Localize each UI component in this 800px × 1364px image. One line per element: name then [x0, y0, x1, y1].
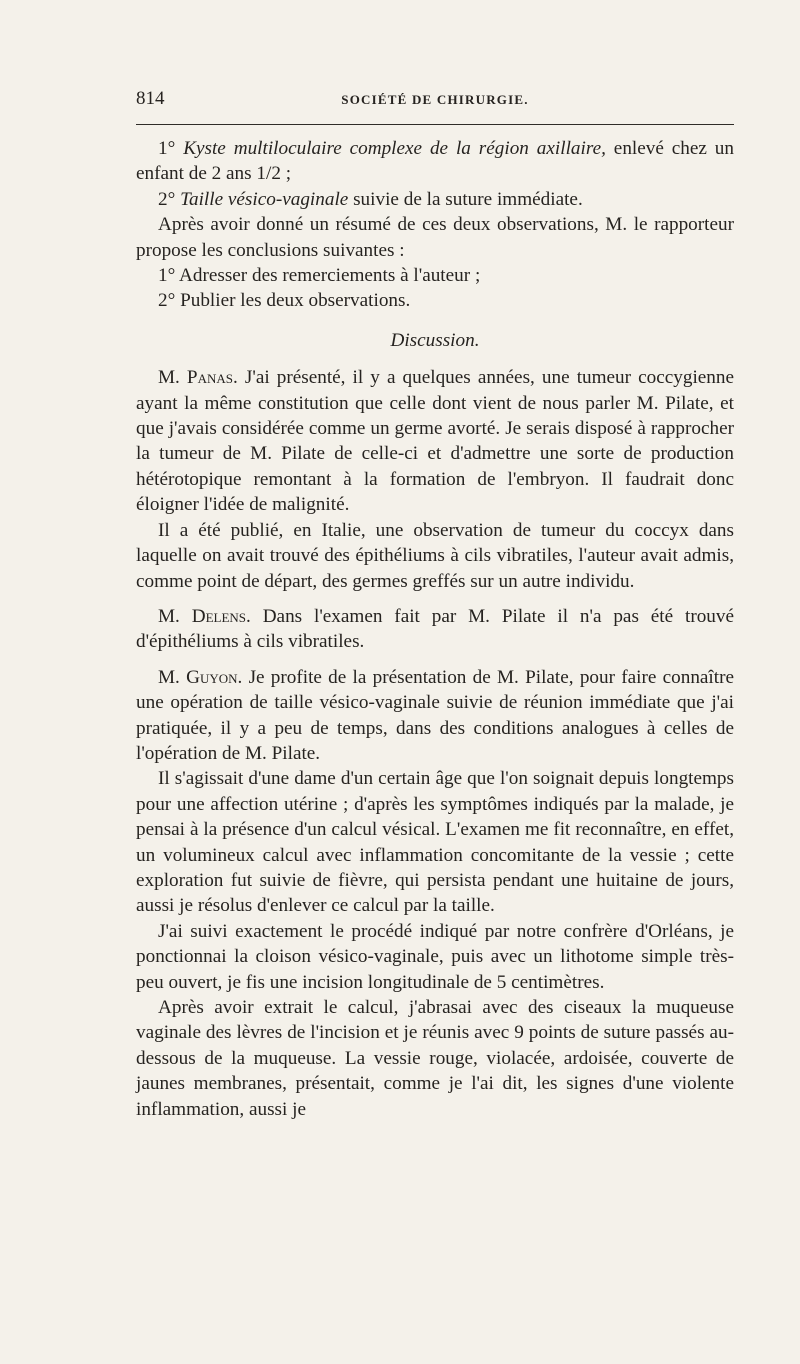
guyon-paragraph-4: Après avoir extrait le calcul, j'abrasai avec des ciseaux la muqueuse vaginale des lèvres de l'incision et je réunis avec 9 points de suture passés au-dessous de la muqueuse. La vessie rouge, violacée, ardoisée, couverte de jaunes membranes, présentait, comme je l'ai dit, les signes d'une violente inflammation, aussi je — [136, 997, 734, 1120]
page-header — [136, 88, 734, 112]
header-rule — [136, 124, 734, 125]
observation-detail: enlevé chez un enfant de 2 ans 1/2 ; — [136, 138, 734, 185]
delens-paragraph — [136, 604, 734, 655]
discussion-heading: Discussion. — [390, 329, 480, 351]
speaker-name: M. Panas. — [158, 367, 238, 389]
conclusion-item: 2° Publier les deux observations. — [158, 290, 411, 312]
list-item-taille — [136, 187, 734, 212]
list-number: 2° — [158, 188, 176, 210]
speech-text: Je profite de la présentation de M. Pilate, pour faire connaître une opération de taille vésico-vaginale suivie de réunion immédiate que j'ai pratiquée, il y a peu de temps, dans des conditions analogues à celles de l'opération de M. Pilate. — [136, 666, 734, 764]
observation-title: Kyste multiloculaire complexe de la région axillaire, — [183, 138, 606, 159]
speech-text: Dans l'examen fait par M. Pilate il n'a pas été trouvé d'épithéliums à cils vibratiles. — [136, 605, 735, 653]
observation-detail: suivie de la suture immédiate. — [353, 188, 583, 210]
list-item-cyst — [136, 136, 734, 187]
speech-text: J'ai présenté, il y a quelques années, une tumeur coccygienne ayant la même constitution que celle dont vient de nous parler M. Pilate, et que j'avais considérée comme un germe avorté. Je serais disposé à rapprocher la tumeur de M. Pilate de celle-ci et d'admettre une sorte de production hétérotopique remontant à la formation de l'embryon. Il faudrait donc éloigner l'idée de malignité. — [136, 367, 734, 516]
guyon-paragraph-2: Il s'agissait d'une dame d'un certain âge que l'on soignait depuis longtemps pour une affection utérine ; d'après les symptômes indiqués par la malade, je pensai à la présence d'un calcul vésical. L'examen me fit reconnaître, en effet, un volumineux calcul avec inflammation concomitante de la vessie ; cette exploration fut suivie de fièvre, qui persista pendant une huitaine de jours, aussi je résolus d'enlever ce calcul par la taille. — [136, 768, 734, 917]
list-number: 1° — [158, 138, 176, 159]
panas-paragraph — [136, 365, 734, 517]
page-number: 814 — [136, 88, 165, 109]
panas-paragraph-2: Il a été publié, en Italie, une observation de tumeur du coccyx dans laquelle on avait trouvé des épithéliums à cils vibratiles, l'auteur avait admis, comme point de départ, des germes greffés sur un autre individu. — [136, 519, 734, 592]
observation-title: Taille vésico-vaginale — [180, 188, 349, 210]
page-body — [136, 136, 734, 1122]
conclusion-item: 1° Adresser des remerciements à l'auteur ; — [158, 265, 481, 287]
speaker-name: M. Guyon. — [158, 666, 243, 688]
guyon-paragraph-3: J'ai suivi exactement le procédé indiqué par notre confrère d'Orléans, je ponctionnai la cloison vésico-vaginale, puis avec un lithotome simple très-peu ouvert, je fis une incision longitudinale de 5 centimètres. — [136, 920, 734, 993]
speaker-name: M. Delens. — [158, 605, 251, 627]
running-title: SOCIÉTÉ DE CHIRURGIE. — [341, 92, 529, 107]
summary-paragraph: Après avoir donné un résumé de ces deux observations, M. le rapporteur propose les conclusions suivantes : — [136, 214, 734, 261]
guyon-paragraph — [136, 665, 734, 767]
